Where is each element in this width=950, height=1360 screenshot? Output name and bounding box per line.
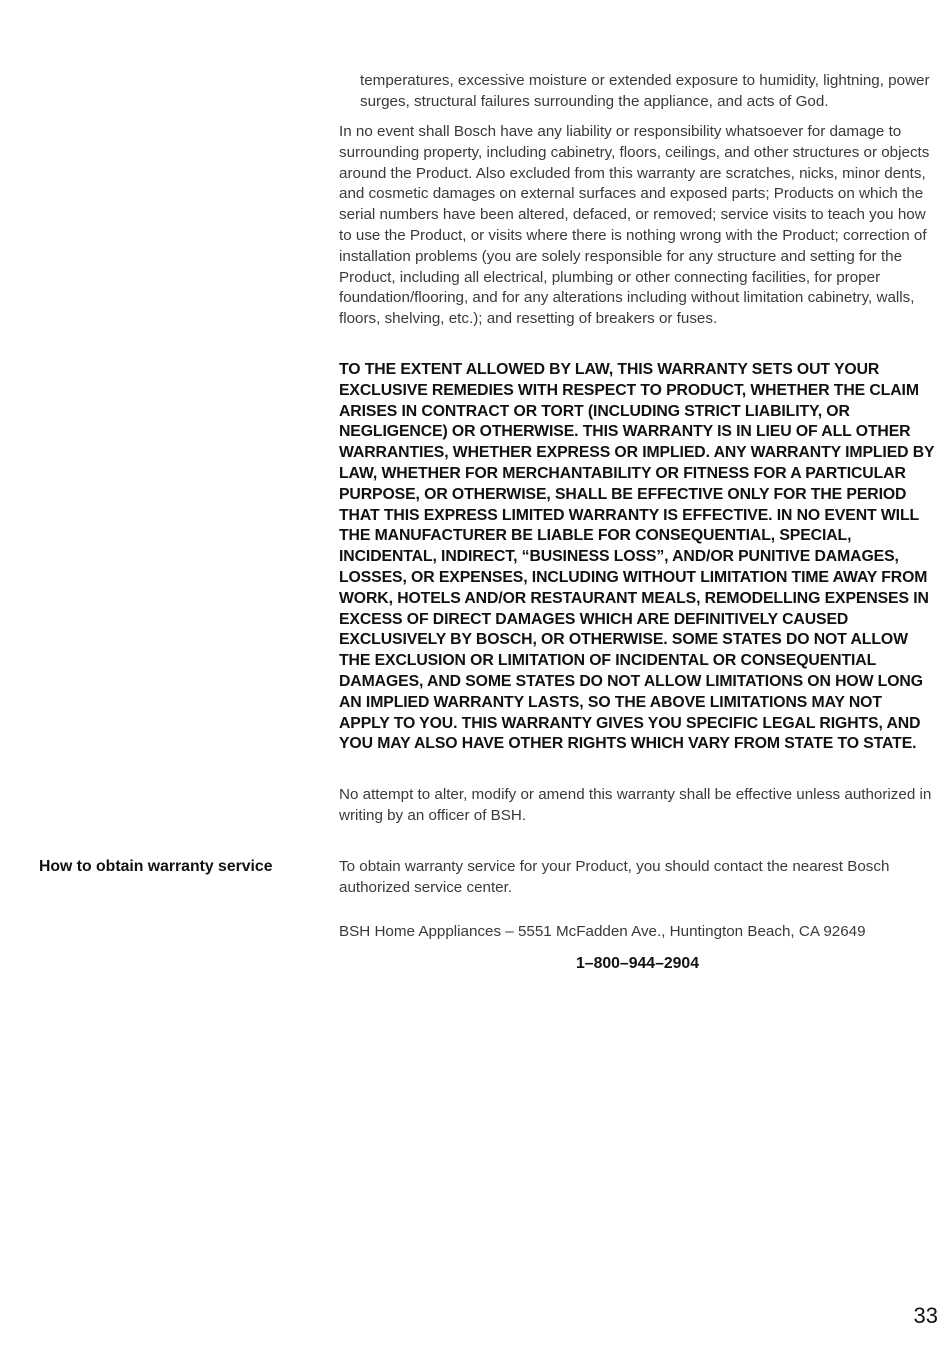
continuation-paragraph: temperatures, excessive moisture or extended exposure to humidity, lightning, power surges, structural failures surrounding the appliance, and acts of God. — [360, 72, 930, 110]
liability-paragraph: In no event shall Bosch have any liability or responsibility whatsoever for damage to surrounding property, including cabinetry, floors, ceilings, and other structures or objects around the Product. Also excluded from this warranty are scratches, nicks, minor dents, and cosmetic damages on external surfaces and exposed parts; Products on which the serial numbers have been altered, defaced, or removed; service visits to teach you how to use the Product, or visits where there is nothing wrong with the Product; correction of installation problems (you are solely responsible for any structure and setting for the Product, including all electrical, plumbing or other connecting facilities, for proper foundation/flooring, and for any alterations including without limitation cabinetry, walls, floors, shelving, etc.); and resetting of breakers or fuses. — [339, 123, 930, 328]
section-heading: How to obtain warranty service — [39, 858, 273, 875]
warranty-disclaimer-paragraph: TO THE EXTENT ALLOWED BY LAW, THIS WARRANTY SETS OUT YOUR EXCLUSIVE REMEDIES WITH RESPECT TO PRODUCT, WHETHER THE CLAIM ARISES IN CONTRACT OR TORT (INCLUDING STRICT LIABILITY, OR NEGLIGENCE) OR OTHERWISE. THIS WARRANTY IS IN LIEU OF ALL OTHER WARRANTIES, WHETHER EXPRESS OR IMPLIED. ANY WARRANTY IMPLIED BY LAW, WHETHER FOR MERCHANTABILITY OR FITNESS FOR A PARTICULAR PURPOSE, OR OTHERWISE, SHALL BE EFFECTIVE ONLY FOR THE PERIOD THAT THIS EXPRESS LIMITED WARRANTY IS EFFECTIVE. IN NO EVENT WILL THE MANUFACTURER BE LIABLE FOR CONSEQUENTIAL, SPECIAL, INCIDENTAL, INDIRECT, “BUSINESS LOSS”, AND/OR PUNITIVE DAMAGES, LOSSES, OR EXPENSES, INCLUDING WITHOUT LIMITATION TIME AWAY FROM WORK, HOTELS AND/OR RESTAURANT MEALS, REMODELLING EXPENSES IN EXCESS OF DIRECT DAMAGES WHICH ARE DEFINITIVELY CAUSED EXCLUSIVELY BY BOSCH, OR OTHERWISE. SOME STATES DO NOT ALLOW THE EXCLUSION OR LIMITATION OF INCIDENTAL OR CONSEQUENTIAL DAMAGES, AND SOME STATES DO NOT ALLOW LIMITATIONS ON HOW LONG AN IMPLIED WARRANTY LASTS, SO THE ABOVE LIMITATIONS MAY NOT APPLY TO YOU. THIS WARRANTY GIVES YOU SPECIFIC LEGAL RIGHTS, AND YOU MAY ALSO HAVE OTHER RIGHTS WHICH VARY FROM STATE TO STATE. — [339, 361, 935, 753]
alteration-paragraph: No attempt to alter, modify or amend this warranty shall be effective unless authorized in writing by an officer of BSH. — [339, 786, 932, 824]
page-number: 33 — [913, 1303, 938, 1328]
service-paragraph: To obtain warranty service for your Product, you should contact the nearest Bosch authorized service center. — [339, 858, 890, 896]
service-address: BSH Home Appp‌liances – 5551 McFadden Ave., Huntington Beach, CA 92649 — [339, 923, 866, 940]
phone-number: 1–800–944–2904 — [576, 955, 699, 972]
